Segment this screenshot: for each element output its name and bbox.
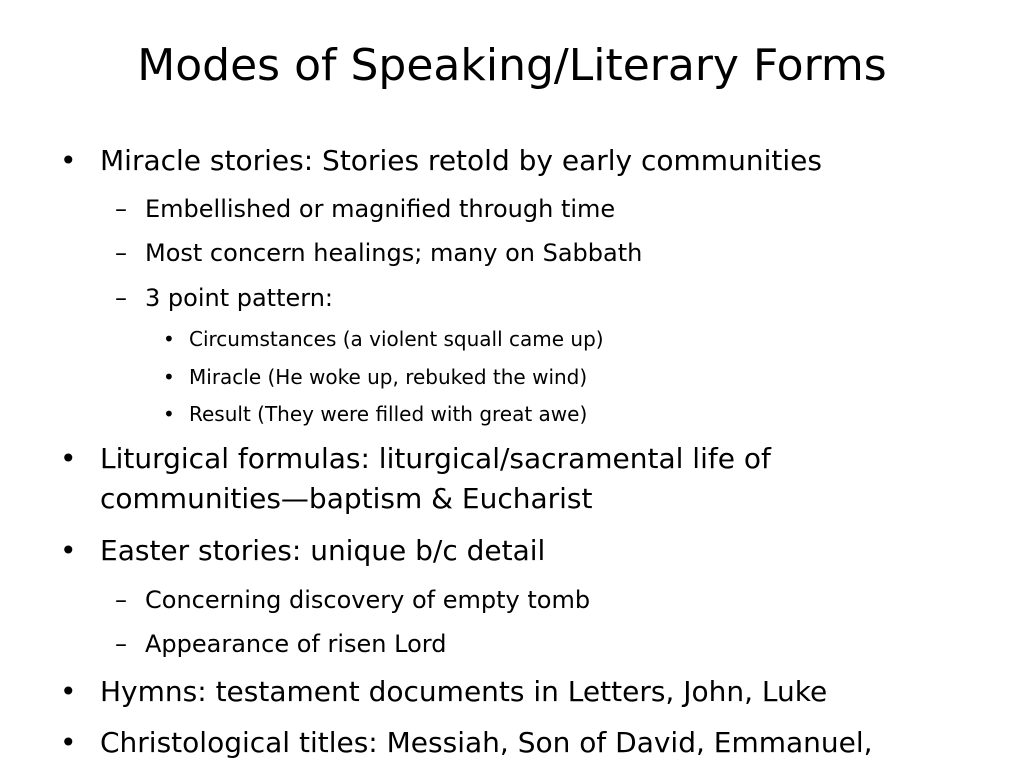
sub-sub-bullet-marker: •	[163, 402, 175, 426]
bullet-easter-stories: Easter stories: unique b/c detail	[100, 534, 546, 567]
sub-sub-bullet-miracle: Miracle (He woke up, rebuked the wind)	[189, 365, 588, 389]
sub-bullet-point-pattern: 3 point pattern:	[145, 284, 334, 312]
sub-bullet-marker: –	[115, 586, 127, 614]
sub-bullet-embellished: Embellished or magnified through time	[145, 195, 616, 223]
bullet-marker: •	[60, 534, 77, 567]
bullet-marker: •	[60, 442, 77, 475]
sub-bullet-marker: –	[115, 284, 127, 312]
sub-sub-bullet-circumstances: Circumstances (a violent squall came up)	[189, 327, 604, 351]
bullet-marker: •	[60, 726, 77, 759]
sub-bullet-empty-tomb: Concerning discovery of empty tomb	[145, 586, 591, 614]
bullet-liturgical-formulas: Liturgical formulas: liturgical/sacramental life of	[100, 442, 771, 475]
bullet-liturgical-formulas-cont: communities—baptism & Eucharist	[100, 482, 593, 515]
sub-bullet-marker: –	[115, 239, 127, 267]
sub-bullet-risen-lord: Appearance of risen Lord	[145, 630, 447, 658]
slide-title: Modes of Speaking/Literary Forms	[137, 40, 887, 91]
bullet-christological-titles: Christological titles: Messiah, Son of David, Emmanuel,	[100, 726, 873, 759]
bullet-marker: •	[60, 675, 77, 708]
bullet-miracle-stories: Miracle stories: Stories retold by early communities	[100, 144, 822, 177]
sub-sub-bullet-marker: •	[163, 327, 175, 351]
bullet-marker: •	[60, 144, 77, 177]
sub-sub-bullet-result: Result (They were filled with great awe)	[189, 402, 588, 426]
sub-sub-bullet-marker: •	[163, 365, 175, 389]
sub-bullet-marker: –	[115, 195, 127, 223]
bullet-hymns: Hymns: testament documents in Letters, John, Luke	[100, 675, 828, 708]
sub-bullet-marker: –	[115, 630, 127, 658]
sub-bullet-healings: Most concern healings; many on Sabbath	[145, 239, 643, 267]
